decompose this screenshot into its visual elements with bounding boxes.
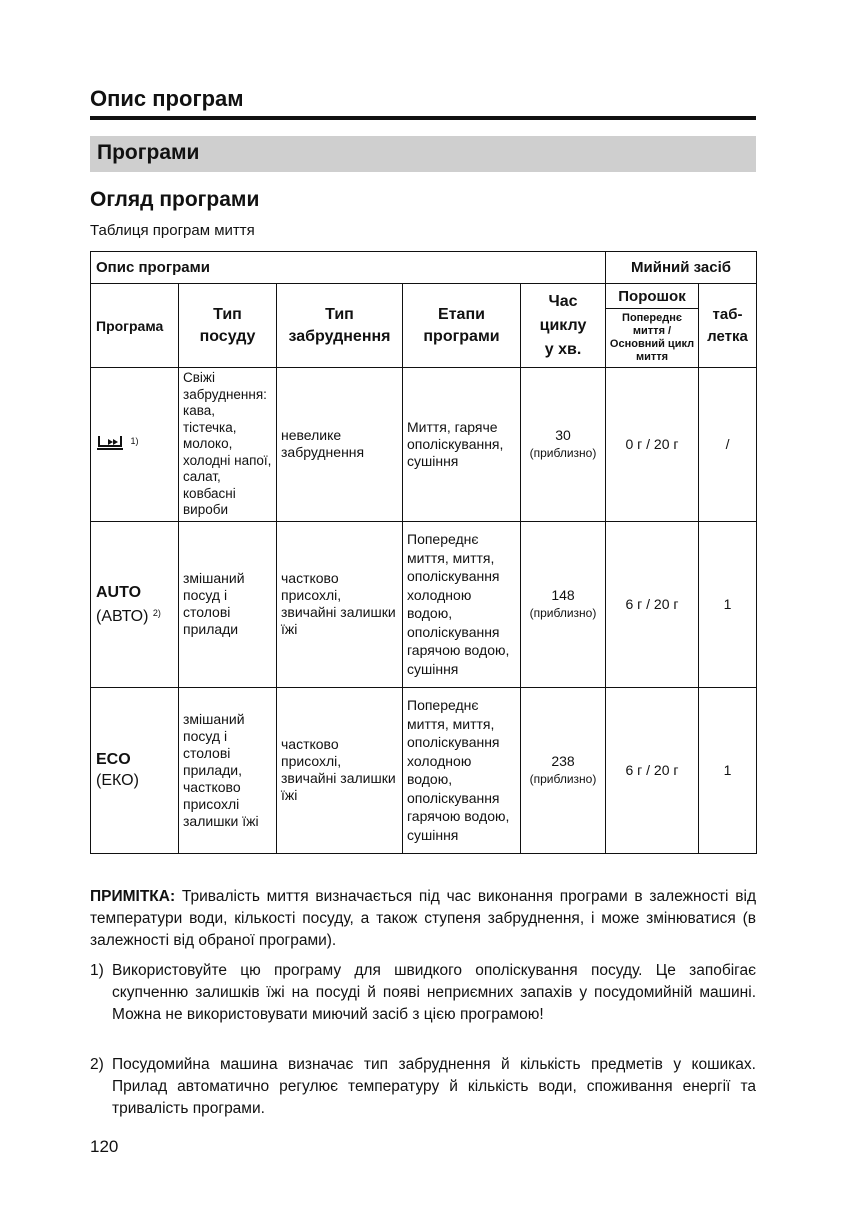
page-number: 120 [90,1137,119,1156]
time-cell [521,368,606,522]
footnote-number: 1) [90,962,104,979]
program-sub: (АВТО) [96,607,149,625]
tablet-cell: / [699,368,757,522]
col-header-tablet: таб-летка [699,284,757,368]
time-cell [521,521,606,687]
subsection-title: Огляд програми [90,188,260,211]
dish-type-cell: змішаний посуд і столові прилади, частково присохлі залишки їжі [179,687,277,853]
stages-cell: Миття, гаряче ополіскування, сушіння [403,368,521,522]
soil-type-cell: невелике забруднення [277,368,403,522]
chapter-rule [90,116,756,120]
group-header-detergent: Мийний засіб [606,252,757,284]
stages-cell: Попереднє миття, миття, ополіскування холодною водою, ополіскування гарячою водою, сушіння [403,687,521,853]
program-cell [91,687,179,853]
note-text: Тривалість миття визначається під час виконання програми в залежності від температури води, кількості посуду, а також ступеня забруднення, і може змінюватися (в залежності від обраної програми). [90,888,756,949]
col-header-soil-type: Тип забруднення [277,284,403,368]
footnote-text: Використовуйте цю програму для швидкого ополіскування посуду. Це запобігає скупченню залишків їжі на посуді й появі неприємних запахів у посудомийній машині. Можна не використовувати миючий засіб з цією програмою! [112,962,756,1023]
note-paragraph [90,886,756,952]
time-note: (приблизно) [529,772,597,786]
time-value: 238 [551,753,575,769]
table-row [91,687,757,853]
stages-cell: Попереднє миття, миття, ополіскування холодною водою, ополіскування гарячою водою, сушіння [403,521,521,687]
time-value: 30 [555,427,571,444]
powder-cell: 6 г / 20 г [606,687,699,853]
programs-table [90,251,757,854]
col-header-stages: Етапи програми [403,284,521,368]
program-name: AUTO [96,583,142,601]
time-note: (приблизно) [529,606,597,620]
section-title: Програми [97,141,200,164]
soil-type-cell: частково присохлі, звичайні залишки їжі [277,687,403,853]
col-header-powder-sub: Попереднє миття / Основний цикл миття [606,309,699,368]
group-header-description: Опис програми [91,252,606,284]
soil-type-cell: частково присохлі, звичайні залишки їжі [277,521,403,687]
col-header-program: Програма [91,284,179,368]
program-sub: (ЕКО) [96,772,139,789]
footnote-1 [90,960,756,1026]
tablet-cell: 1 [699,521,757,687]
program-footnote-ref: 2) [152,607,161,618]
table-column-header-row [91,284,757,309]
tablet-cell: 1 [699,687,757,853]
table-row [91,521,757,687]
table-caption: Таблиця програм миття [90,222,255,239]
col-header-powder: Порошок [606,284,699,309]
program-footnote-ref: 1) [130,436,139,447]
time-note: (приблизно) [529,446,597,461]
program-cell [91,521,179,687]
note-label: ПРИМІТКА: [90,888,176,905]
time-value: 148 [551,587,575,603]
col-header-time: Час циклу у хв. [521,284,606,368]
footnote-2 [90,1054,756,1120]
dish-type-cell: змішаний посуд і столові прилади [179,521,277,687]
program-cell [91,368,179,522]
footnote-number: 2) [90,1056,104,1073]
dish-type-cell: Свіжі забруднення: кава, тістечка, молоко, холодні напої, салат, ковбасні вироби [179,368,277,522]
time-cell [521,687,606,853]
col-header-dish-type: Тип посуду [179,284,277,368]
program-name: ECO [96,751,131,768]
chapter-title: Опис програм [90,86,244,111]
footnote-text: Посудомийна машина визначає тип забруднення й кількість предметів у кошиках. Прилад автоматично регулює температуру й кількість води, споживання енергії та тривалість програми. [112,1056,756,1117]
table-row [91,368,757,522]
powder-cell: 0 г / 20 г [606,368,699,522]
powder-cell: 6 г / 20 г [606,521,699,687]
table-group-header-row [91,252,757,284]
section-bar [90,136,756,172]
quick-rinse-icon [96,433,126,457]
